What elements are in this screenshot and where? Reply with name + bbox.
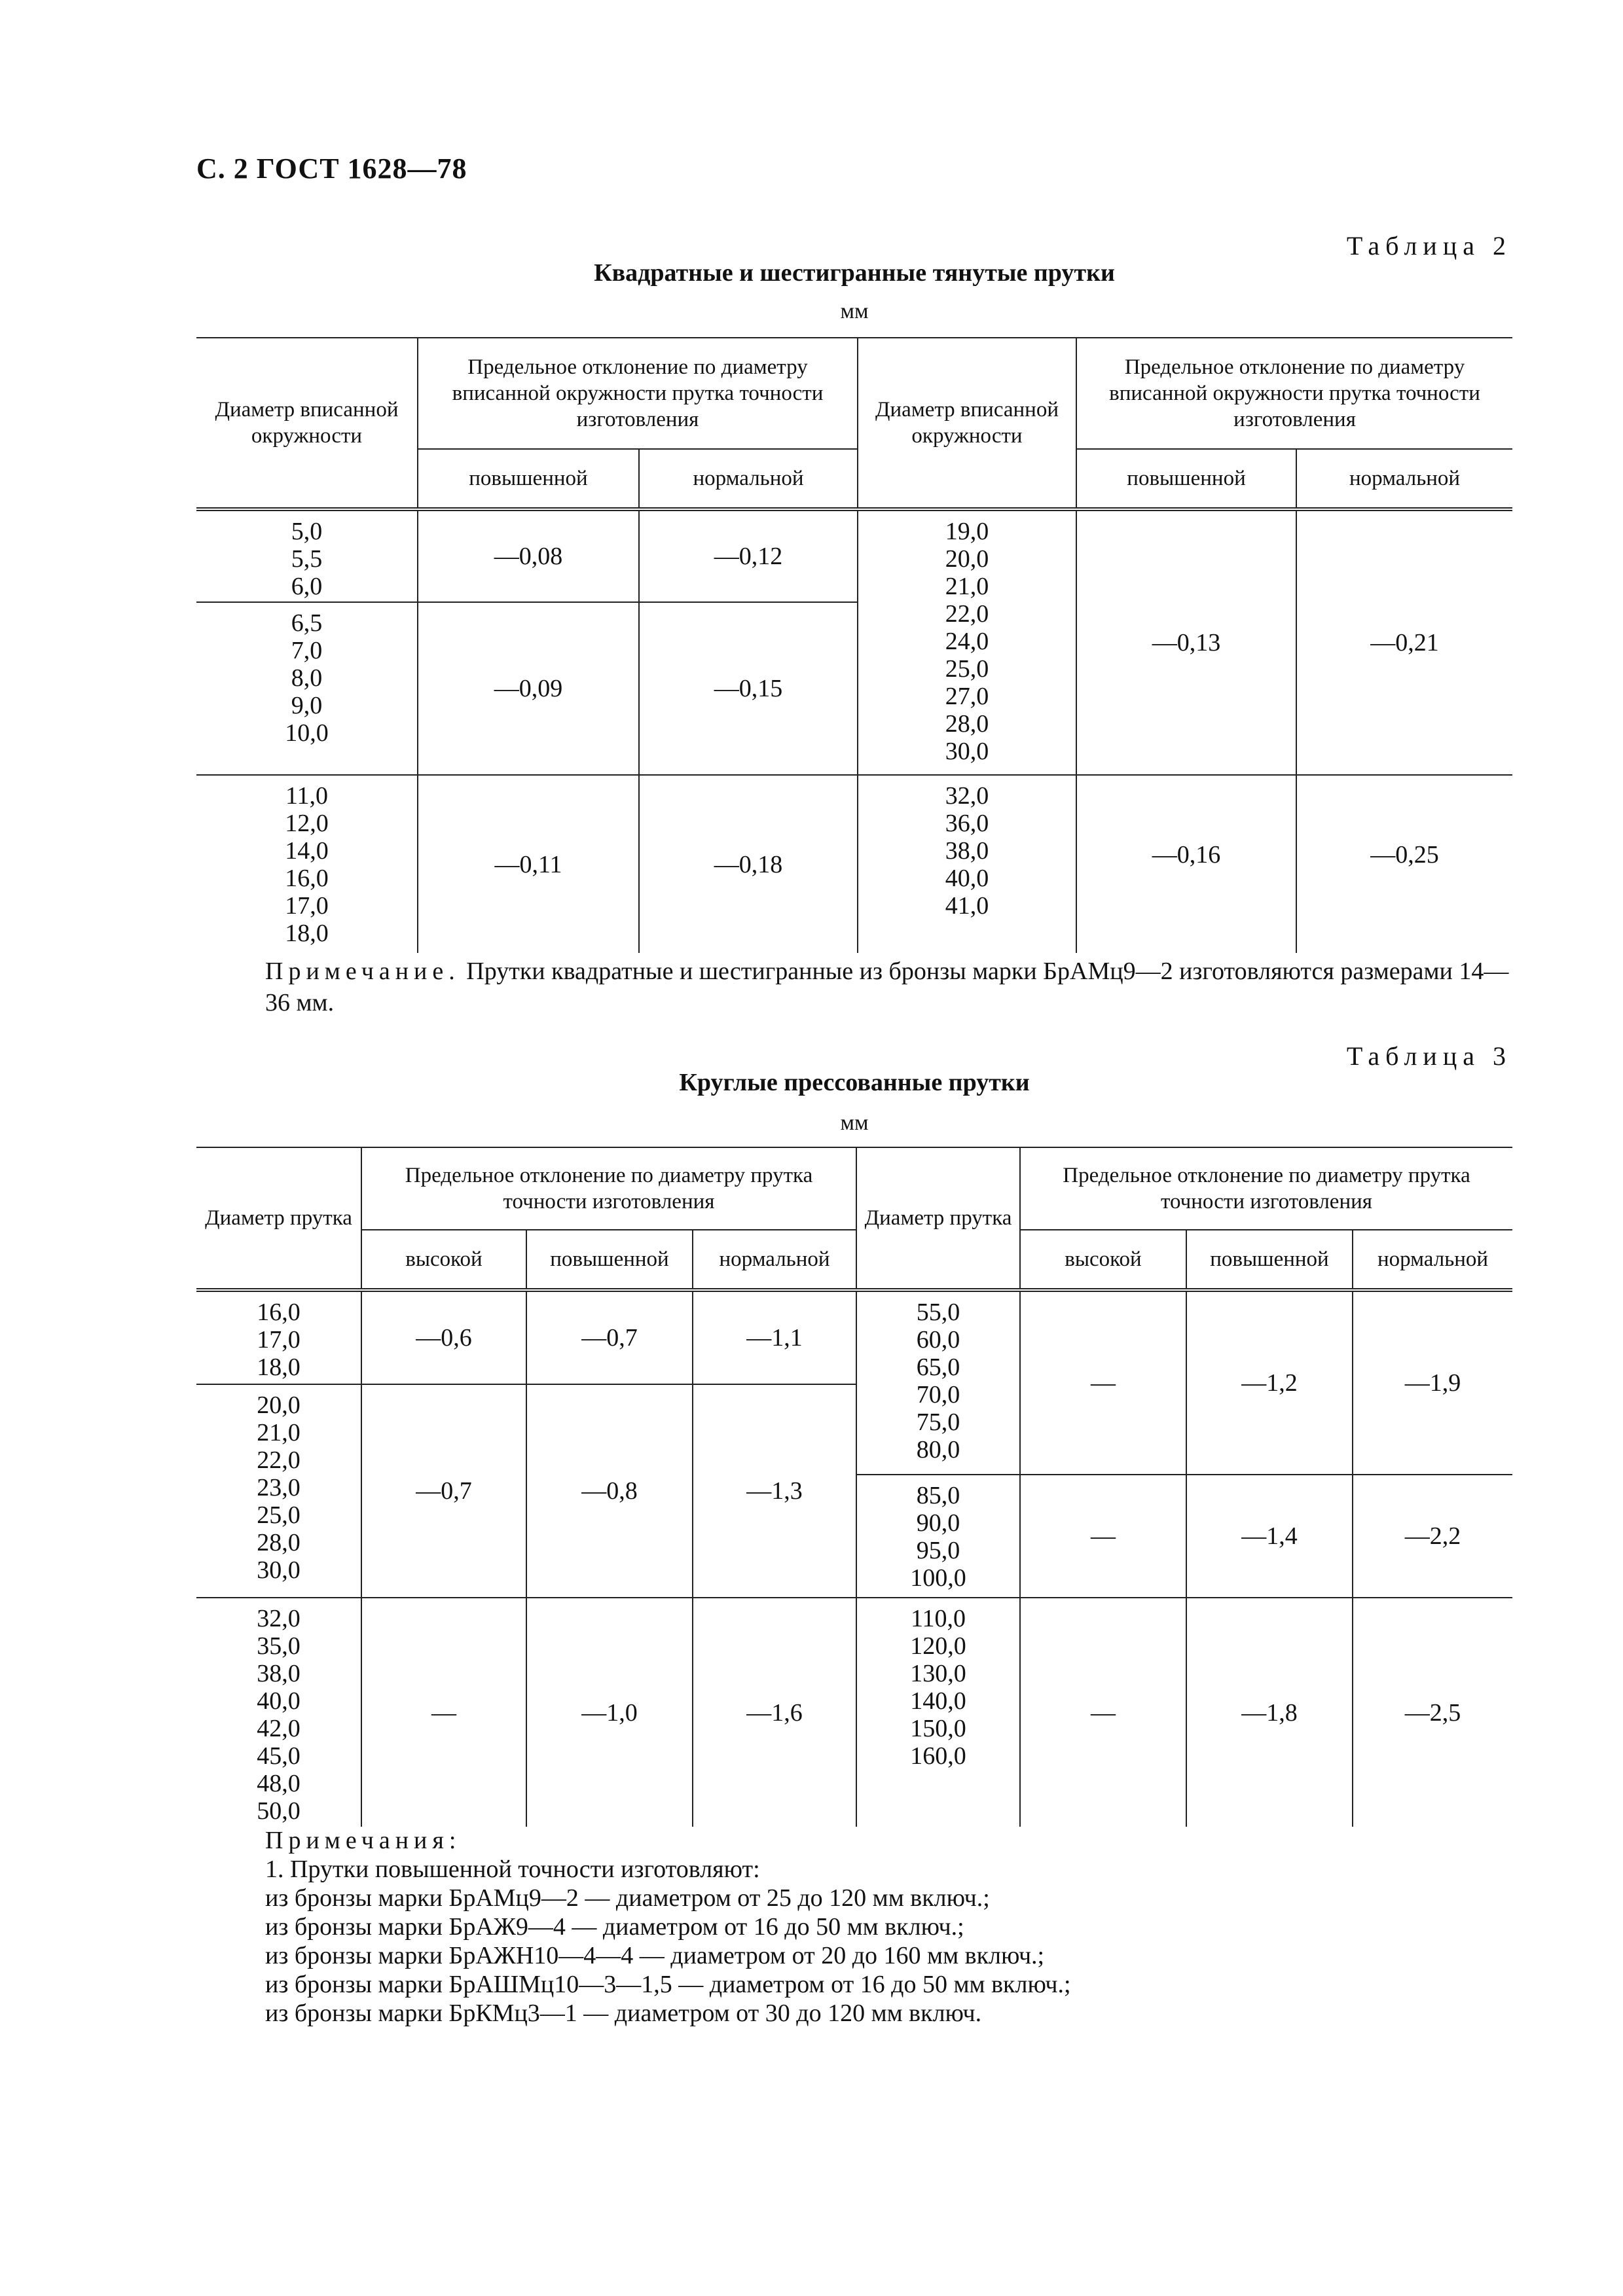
table2-title: Квадратные и шестигранные тянутые прутки (594, 259, 1115, 287)
diameter-value: 16,0 (257, 1299, 301, 1326)
table2-label: Таблица 2 (1346, 231, 1512, 260)
diameter-value: 22,0 (945, 600, 989, 628)
diameter-value: 60,0 (916, 1326, 960, 1354)
table3-note-line: 1. Прутки повышенной точности изготовляют: (265, 1856, 760, 1883)
diameter-value: 21,0 (945, 573, 989, 600)
table2-deviation-normal: —0,25 (1370, 841, 1439, 869)
table2-header-high-left: повышенной (418, 449, 639, 509)
table3-note-line: из бронзы марки БрАЖ9—4 — диаметром от 16 до 50 мм включ.; (265, 1913, 964, 1941)
diameter-value: 50,0 (257, 1797, 301, 1825)
table2-deviation-high: —0,08 (418, 509, 639, 602)
table3-deviation-normal: —1,1 (693, 1290, 856, 1384)
diameter-value: 100,0 (910, 1564, 966, 1592)
diameter-value: 20,0 (945, 545, 989, 573)
diameter-value: 18,0 (257, 1354, 301, 1381)
table3-notes-label: Примечания: (265, 1827, 462, 1854)
diameter-value: 130,0 (910, 1660, 966, 1687)
diameter-value: 35,0 (257, 1632, 301, 1660)
diameter-value: 25,0 (257, 1501, 301, 1529)
diameter-value: 32,0 (945, 782, 989, 810)
diameter-value: 38,0 (945, 837, 989, 865)
diameter-value: 9,0 (291, 692, 323, 719)
table2-header-normal-right: нормальной (1296, 449, 1512, 509)
table3-note-line: из бронзы марки БрАМц9—2 — диаметром от 25 до 120 мм включ.; (265, 1884, 990, 1912)
diameter-value: 20,0 (257, 1391, 301, 1419)
table2-diameter-list (196, 775, 418, 953)
table3-deviation-high: —1,4 (1186, 1475, 1353, 1598)
diameter-value: 23,0 (257, 1474, 301, 1501)
table3-deviation-normal: —2,2 (1353, 1475, 1512, 1598)
table2-diameter-list (196, 509, 418, 602)
diameter-value: 40,0 (945, 865, 989, 892)
table2-header-normal-left: нормальной (639, 449, 858, 509)
table3-note-line: из бронзы марки БрАЖН10—4—4 — диаметром от 20 до 160 мм включ.; (265, 1942, 1045, 1969)
diameter-value: 40,0 (257, 1687, 301, 1715)
diameter-value: 7,0 (291, 637, 323, 664)
table3-deviation-high: —1,2 (1186, 1290, 1353, 1475)
diameter-value: 140,0 (910, 1687, 966, 1715)
diameter-value: 95,0 (916, 1537, 960, 1564)
table3-deviation-vhigh: — (1020, 1475, 1186, 1598)
diameter-value: 80,0 (916, 1436, 960, 1463)
diameter-value: 17,0 (285, 892, 329, 920)
diameter-value: 150,0 (910, 1715, 966, 1742)
table2-deviation-high: —0,11 (418, 775, 639, 953)
table3-diameter-list (856, 1475, 1020, 1598)
table2 (196, 337, 1512, 953)
diameter-value: 19,0 (945, 518, 989, 545)
table3-deviation-vhigh: — (1020, 1290, 1186, 1475)
diameter-value: 75,0 (916, 1408, 960, 1436)
diameter-value: 65,0 (916, 1354, 960, 1381)
table2-header-high-right: повышенной (1076, 449, 1296, 509)
table3-deviation-vhigh: —0,7 (361, 1384, 526, 1598)
diameter-value: 11,0 (285, 782, 329, 810)
table3-header-vhigh-right: высокой (1020, 1230, 1186, 1290)
table3-unit: мм (840, 1111, 869, 1135)
diameter-value: 6,0 (291, 573, 323, 600)
diameter-value: 6,5 (291, 609, 323, 637)
table2-note-text: Прутки квадратные и шестигранные из бронзы марки БрАМц9—2 изготовляются размерами 14—36 мм. (265, 958, 1509, 1016)
table3-diameter-list (856, 1598, 1020, 1827)
diameter-value: 41,0 (945, 892, 989, 920)
table3-diameter-list (196, 1598, 361, 1827)
diameter-value: 18,0 (285, 920, 329, 947)
table2-header-diameter-right: Диаметр вписанной окружности (858, 338, 1076, 509)
table3-diameter-list (196, 1384, 361, 1598)
page-header: С. 2 ГОСТ 1628—78 (196, 152, 467, 185)
table3-note-line: из бронзы марки БрКМц3—1 — диаметром от 30 до 120 мм включ. (265, 2000, 982, 2027)
diameter-value: 90,0 (916, 1509, 960, 1537)
diameter-value: 16,0 (285, 865, 329, 892)
table3-label: Таблица 3 (1346, 1041, 1512, 1071)
table3-deviation-normal: —2,5 (1404, 1698, 1461, 1727)
diameter-value: 25,0 (945, 655, 989, 683)
diameter-value: 17,0 (257, 1326, 301, 1354)
table3-deviation-high: —0,8 (526, 1384, 693, 1598)
table3-deviation-normal: —1,9 (1353, 1290, 1512, 1475)
table2-deviation-high: —0,13 (1076, 509, 1296, 775)
table3-deviation-normal: —1,6 (693, 1598, 856, 1827)
diameter-value: 30,0 (945, 738, 989, 765)
diameter-value: 32,0 (257, 1605, 301, 1632)
table3-header-normal-left: нормальной (693, 1230, 856, 1290)
diameter-value: 55,0 (916, 1299, 960, 1326)
table3-note-line: из бронзы марки БрАШМц10—3—1,5 — диаметром от 16 до 50 мм включ.; (265, 1971, 1071, 1998)
diameter-value: 70,0 (916, 1381, 960, 1408)
table2-deviation-normal: —0,18 (639, 775, 858, 953)
table2-diameter-list (196, 602, 418, 775)
table3-header-diameter-right: Диаметр прутка (856, 1147, 1020, 1290)
table2-deviation-normal: —0,15 (639, 602, 858, 775)
diameter-value: 27,0 (945, 683, 989, 710)
diameter-value: 12,0 (285, 810, 329, 837)
table3-header-high-left: повышенной (526, 1230, 693, 1290)
diameter-value: 36,0 (945, 810, 989, 837)
table2-header-diameter-left: Диаметр вписанной окружности (196, 338, 418, 509)
diameter-value: 110,0 (910, 1605, 966, 1632)
table2-diameter-list (858, 775, 1076, 953)
diameter-value: 160,0 (910, 1742, 966, 1770)
table3-deviation-vhigh: — (361, 1598, 526, 1827)
table3 (196, 1147, 1512, 1827)
table3-deviation-high: —1,0 (526, 1598, 693, 1827)
table3-notes (265, 1826, 1509, 2028)
table3-diameter-list (196, 1290, 361, 1384)
diameter-value: 21,0 (257, 1419, 301, 1446)
diameter-value: 10,0 (285, 719, 329, 747)
diameter-value: 45,0 (257, 1742, 301, 1770)
table3-header-group-right: Предельное отклонение по диаметру прутка точности изготовления (1020, 1147, 1512, 1230)
table2-deviation-normal: —0,12 (639, 509, 858, 602)
table3-header-group-left: Предельное отклонение по диаметру прутка точности изготовления (361, 1147, 856, 1230)
diameter-value: 85,0 (916, 1482, 960, 1509)
diameter-value: 28,0 (257, 1529, 301, 1556)
table3-diameter-list (856, 1290, 1020, 1475)
table3-title: Круглые прессованные прутки (679, 1069, 1030, 1096)
table2-deviation-high: —0,09 (418, 602, 639, 775)
table3-deviation-normal: —1,3 (693, 1384, 856, 1598)
diameter-value: 5,0 (291, 518, 323, 545)
diameter-value: 30,0 (257, 1556, 301, 1584)
diameter-value: 28,0 (945, 710, 989, 738)
table3-header-vhigh-left: высокой (361, 1230, 526, 1290)
table3-deviation-vhigh: —0,6 (361, 1290, 526, 1384)
table3-deviation-high: —1,8 (1186, 1598, 1353, 1827)
table2-header-group-left: Предельное отклонение по диаметру вписанной окружности прутка точности изготовления (418, 338, 858, 449)
table3-header-high-right: повышенной (1186, 1230, 1353, 1290)
table3-header-normal-right: нормальной (1353, 1230, 1512, 1290)
diameter-value: 48,0 (257, 1770, 301, 1797)
table2-note (196, 956, 1512, 1018)
diameter-value: 22,0 (257, 1446, 301, 1474)
diameter-value: 14,0 (285, 837, 329, 865)
diameter-value: 5,5 (291, 545, 323, 573)
table2-deviation-normal: —0,21 (1296, 509, 1512, 775)
table2-unit: мм (840, 299, 869, 323)
table2-diameter-list (858, 509, 1076, 775)
table3-header-diameter-left: Диаметр прутка (196, 1147, 361, 1290)
table2-deviation-high: —0,16 (1076, 775, 1296, 953)
diameter-value: 120,0 (910, 1632, 966, 1660)
table2-header-group-right: Предельное отклонение по диаметру вписанной окружности прутка точности изготовления (1076, 338, 1512, 449)
diameter-value: 38,0 (257, 1660, 301, 1687)
diameter-value: 24,0 (945, 628, 989, 655)
table3-deviation-high: —0,7 (526, 1290, 693, 1384)
table2-note-label: Примечание. (265, 958, 460, 985)
table3-deviation-vhigh: — (1020, 1598, 1186, 1827)
diameter-value: 42,0 (257, 1715, 301, 1742)
diameter-value: 8,0 (291, 664, 323, 692)
